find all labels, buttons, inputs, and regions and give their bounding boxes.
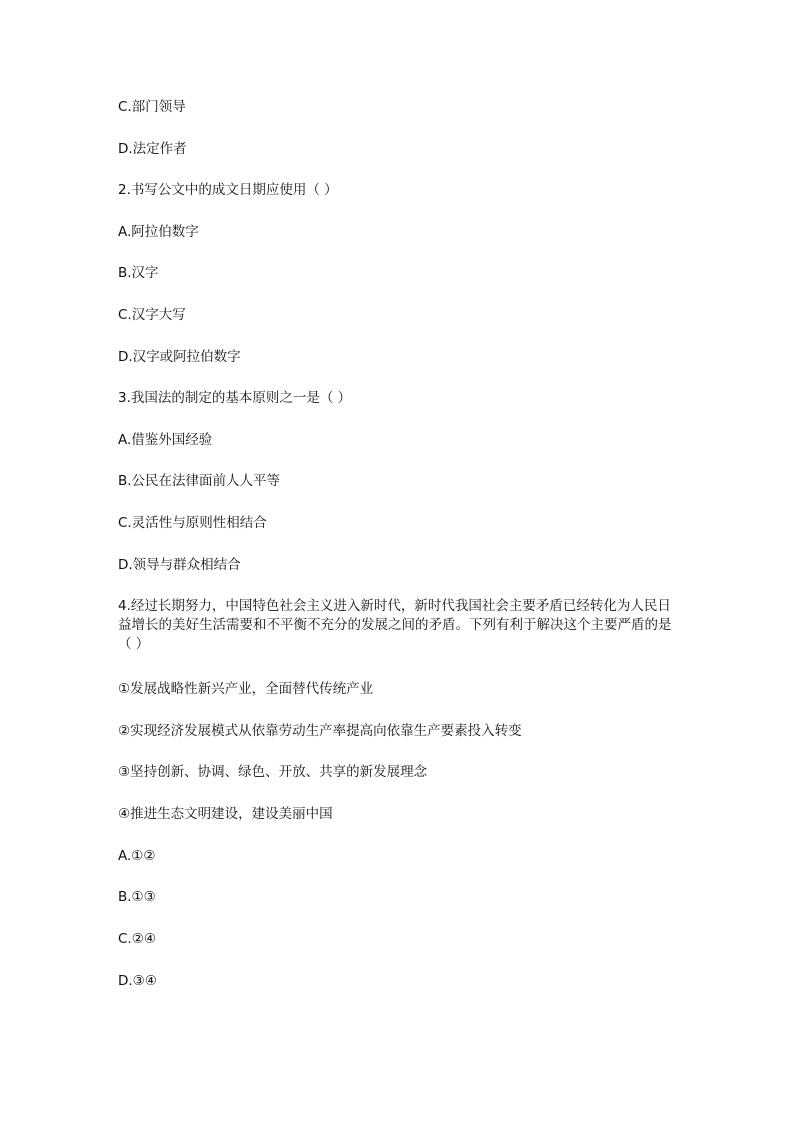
option-c-q4: C.②④ — [118, 931, 156, 947]
statement-1-q4: ①发展战略性新兴产业，全面替代传统产业 — [118, 681, 374, 697]
option-d-q1: D.法定作者 — [118, 141, 187, 157]
option-b-q4: B.①③ — [118, 889, 156, 905]
option-c-q2: C.汉字大写 — [118, 307, 186, 323]
question-2: 2.书写公文中的成文日期应使用（ ） — [118, 182, 338, 198]
option-b-q3: B.公民在法律面前人人平等 — [118, 473, 281, 489]
option-a-q4: A.①② — [118, 848, 156, 864]
option-d-q3: D.领导与群众相结合 — [118, 557, 241, 573]
statement-3-q4: ③坚持创新、协调、绿色、开放、共享的新发展理念 — [118, 764, 428, 780]
option-d-q4: D.③④ — [118, 973, 157, 989]
question-3: 3.我国法的制定的基本原则之一是（ ） — [118, 390, 352, 406]
option-a-q2: A.阿拉伯数字 — [118, 224, 199, 240]
option-c-q1: C.部门领导 — [118, 99, 186, 115]
option-b-q2: B.汉字 — [118, 265, 159, 281]
option-d-q2: D.汉字或阿拉伯数字 — [118, 349, 241, 365]
question-4: 4.经过长期努力，中国特色社会主义进入新时代，新时代我国社会主要矛盾已经转化为人民日益增长的美好生活需要和不平衡不充分的发展之间的矛盾。下列有利于解决这个主要严盾的是（ ） — [118, 598, 672, 652]
statement-4-q4: ④推进生态文明建设，建设美丽中国 — [118, 806, 333, 822]
option-a-q3: A.借鉴外国经验 — [118, 432, 213, 448]
option-c-q3: C.灵活性与原则性相结合 — [118, 515, 267, 531]
statement-2-q4: ②实现经济发展模式从依靠劳动生产率提高向依靠生产要素投入转变 — [118, 723, 522, 739]
